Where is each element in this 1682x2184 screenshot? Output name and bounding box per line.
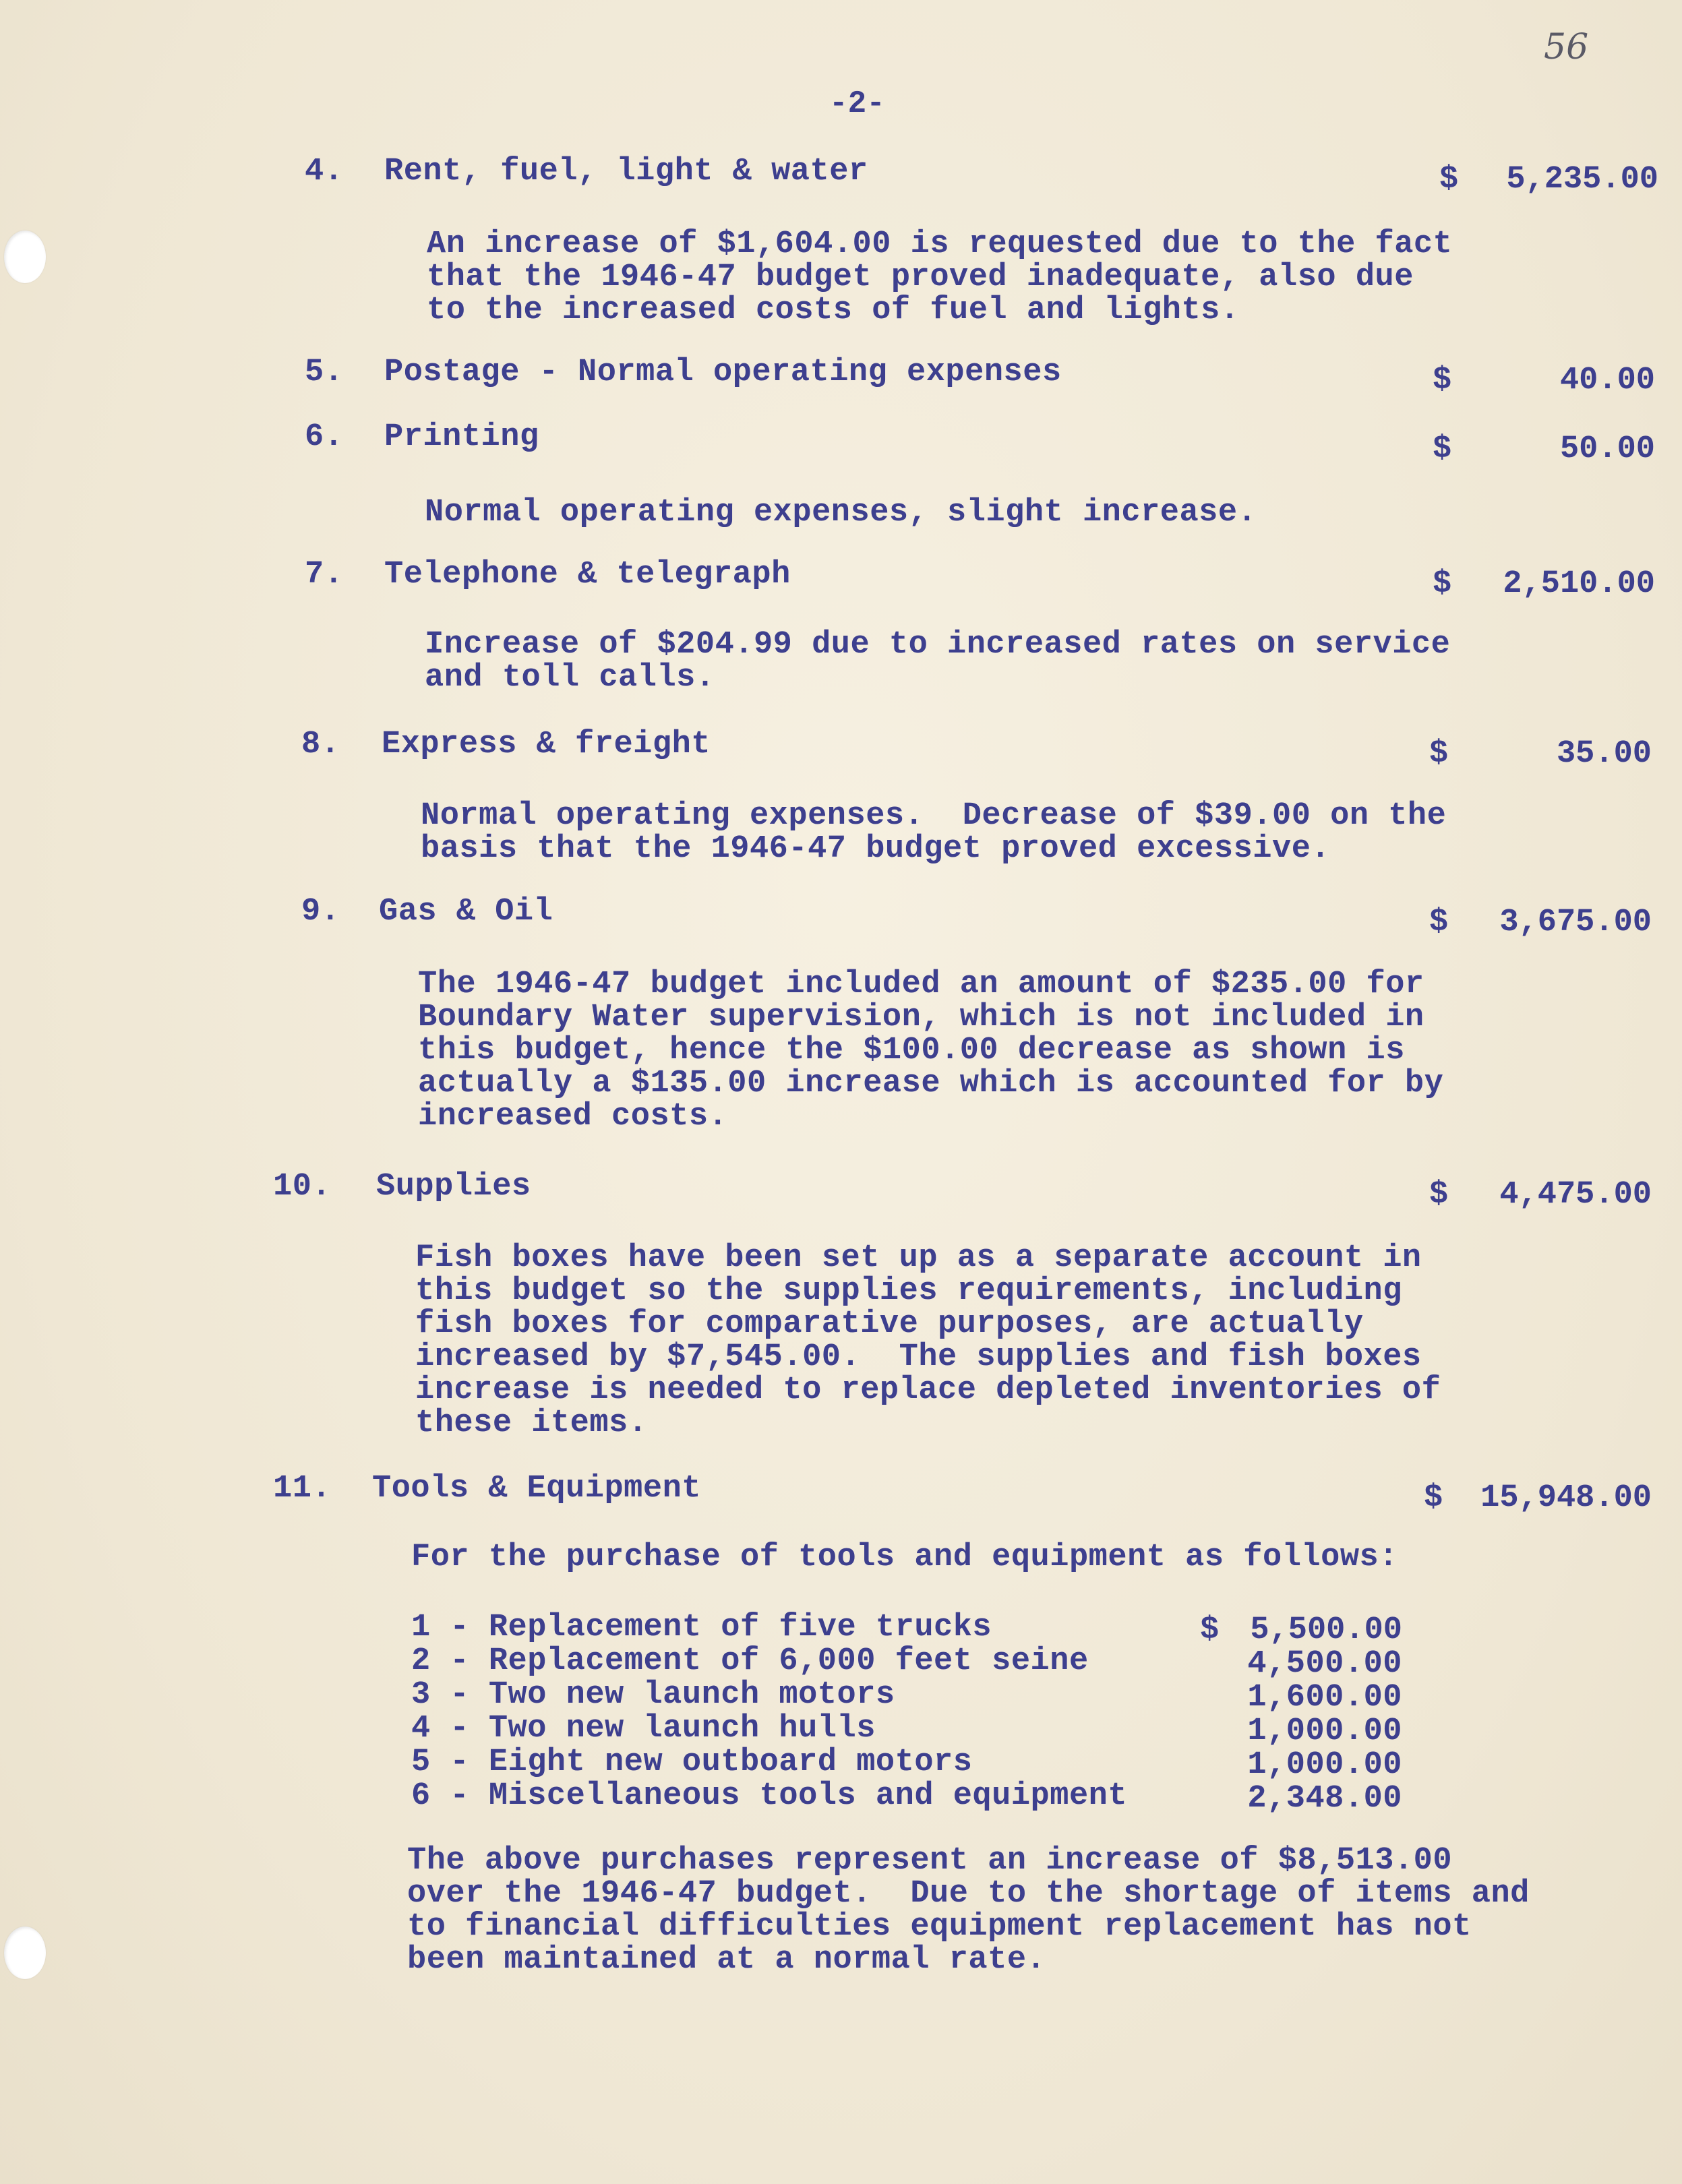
item-note: Normal operating expenses, slight increase.	[425, 495, 1257, 530]
item-number: 6.	[305, 419, 344, 455]
dollar-sign: $	[1429, 1177, 1449, 1213]
item-title: Printing	[384, 419, 539, 455]
amount-value: 35.00	[1556, 736, 1652, 772]
equipment-row-amount: 1,000.00	[1247, 1747, 1402, 1783]
item-note: An increase of $1,604.00 is requested due to the fact that the 1946-47 budget proved inadequate, also due to the increased costs of fuel and lights.	[427, 226, 1453, 328]
item-note: Increase of $204.99 due to increased rates on service and toll calls.	[425, 627, 1451, 696]
equipment-row-amount: 2,348.00	[1247, 1781, 1402, 1817]
equipment-row-label: 2 - Replacement of 6,000 feet seine	[411, 1643, 1089, 1679]
item-title: Supplies	[376, 1169, 531, 1205]
equipment-row-amount: 1,000.00	[1247, 1713, 1402, 1749]
item-amount	[1429, 736, 1652, 772]
item-title: Telephone & telegraph	[384, 557, 791, 593]
item-title: Rent, fuel, light & water	[384, 154, 868, 189]
item-title: Tools & Equipment	[372, 1471, 701, 1507]
dollar-sign: $	[1424, 1480, 1443, 1516]
item-number: 5.	[305, 355, 344, 390]
item-number: 10.	[273, 1169, 332, 1205]
item-number: 7.	[305, 557, 344, 593]
item-amount	[1429, 905, 1652, 940]
item-amount	[1424, 1480, 1652, 1516]
equipment-row-label: 4 - Two new launch hulls	[411, 1711, 876, 1747]
item-note: Normal operating expenses. Decrease of $39.00 on the basis that the 1946-47 budget proved excessive.	[421, 798, 1447, 867]
equipment-row-label: 6 - Miscellaneous tools and equipment	[411, 1778, 1128, 1814]
equipment-row-label: 3 - Two new launch motors	[411, 1677, 895, 1713]
dollar-sign: $	[1433, 566, 1452, 602]
item-amount	[1439, 162, 1658, 198]
dollar-sign: $	[1429, 905, 1449, 940]
item-amount	[1433, 566, 1655, 602]
item-number: 4.	[305, 154, 344, 189]
item-number: 9.	[301, 894, 340, 930]
item-note: Fish boxes have been set up as a separate account in this budget so the supplies requirements, including fish boxes for comparative purposes, are actually increased by $7,545.00. The supplies and fish boxes increase is needed to replace depleted inventories of these items.	[415, 1240, 1441, 1441]
equipment-row-amount	[1200, 1612, 1402, 1648]
dollar-sign: $	[1439, 162, 1459, 198]
equipment-row-amount: 4,500.00	[1247, 1646, 1402, 1682]
equipment-row-label: 5 - Eight new outboard motors	[411, 1745, 973, 1780]
amount-value: 3,675.00	[1499, 905, 1652, 940]
amount-value: 5,235.00	[1506, 162, 1658, 198]
punch-hole-bottom	[4, 1927, 46, 1979]
amount-value: 2,510.00	[1503, 566, 1655, 602]
item-title: Postage - Normal operating expenses	[384, 355, 1062, 390]
amount-value: 15,948.00	[1480, 1480, 1652, 1516]
amount-value: 4,475.00	[1499, 1177, 1652, 1213]
item-number: 11.	[273, 1471, 332, 1507]
dollar-sign: $	[1433, 431, 1452, 467]
equipment-row-label: 1 - Replacement of five trucks	[411, 1610, 992, 1645]
dollar-sign: $	[1433, 363, 1452, 398]
dollar-sign: $	[1200, 1612, 1220, 1648]
item-title: Gas & Oil	[379, 894, 553, 930]
item-title: Express & freight	[382, 727, 711, 762]
dollar-sign: $	[1429, 736, 1449, 772]
item-number: 8.	[301, 727, 340, 762]
equipment-row-amount: 1,600.00	[1247, 1680, 1402, 1716]
punch-hole-top	[4, 231, 46, 283]
item-note: For the purchase of tools and equipment as follows:	[411, 1540, 1398, 1575]
amount-value: 40.00	[1559, 363, 1655, 398]
closing-note: The above purchases represent an increase of $8,513.00 over the 1946-47 budget. Due to the shortage of items and to financial difficulties equipment replacement has not been maintained at a normal rate.	[407, 1843, 1530, 1978]
item-amount	[1433, 363, 1655, 398]
amount-value: 50.00	[1559, 431, 1655, 467]
item-amount	[1433, 431, 1655, 467]
item-amount	[1429, 1177, 1652, 1213]
page-number: -2-	[829, 86, 885, 121]
item-note: The 1946-47 budget included an amount of $235.00 for Boundary Water supervision, which is not included in this budget, hence the $100.00 decrease as shown is actually a $135.00 increase which is accounted for by increased costs.	[418, 967, 1444, 1134]
amount-value: 5,500.00	[1250, 1612, 1402, 1648]
handwritten-page-mark: 56	[1544, 27, 1589, 67]
